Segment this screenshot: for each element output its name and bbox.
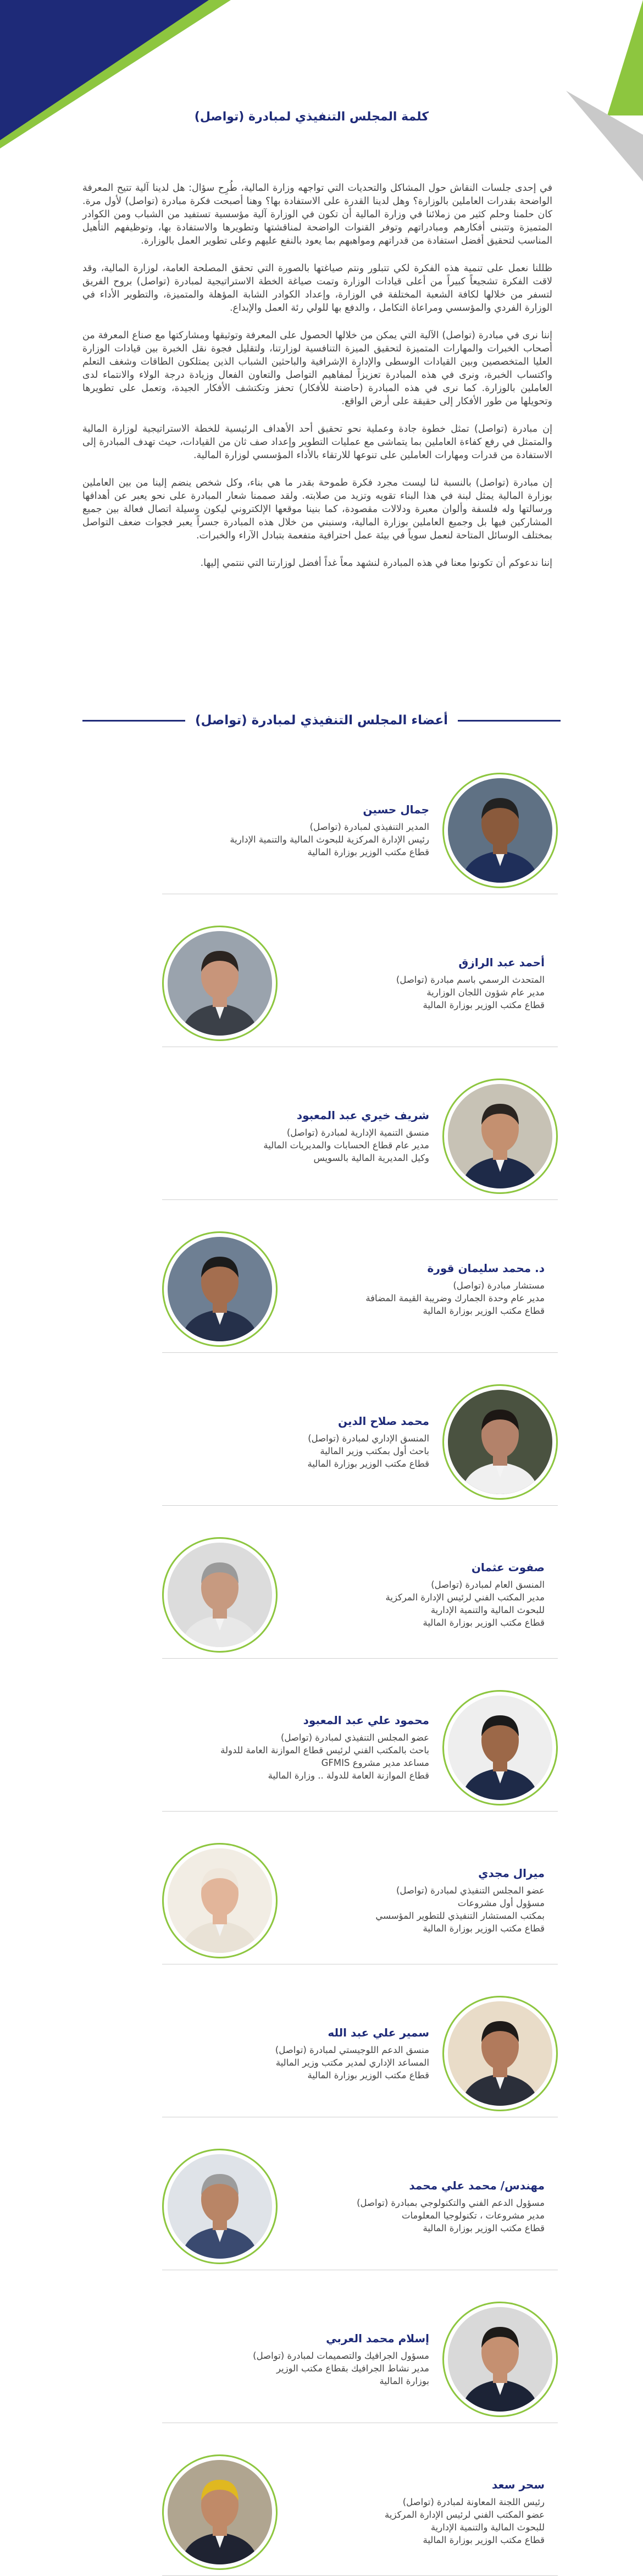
member-title-line: مسؤول الجرافيك والتصميمات لمبادرة (تواصل) (253, 2350, 429, 2361)
member-photo (442, 1996, 558, 2111)
member-title-line: قطاع مكتب الوزير بوزارة المالية (423, 1305, 545, 1316)
heading-divider (82, 720, 185, 722)
intro-paragraph: في إحدى جلسات النقاش حول المشاكل والتحديات التي تواجهه وزارة المالية، طُرِح سؤال: هل لدينا آلية تتيح المعرفة الواضحة بقدرات العاملين بالوزارة؟ وهل لدينا القدرة على الاستفادة بها؟ وهنا أصبحت فكرة مبادرة (تواصل) لأول مرة. كان حلمنا وحلم كثير من زملائنا في وزارة المالية أن تكون في الوزارة آلية مؤسسية تستفيد من الشباب ومن الكوادر المتميزة وتتبنى أفكارهم ومبادراتهم وتوفر القنوات الواضحة لمناقشتها وتطويرها والاستفادة بها، وتوظيفهم التأهيل المناسب لتحقيق أفضل استفادة من قدراتهم ومواهبهم بما يعود بالنفع عليهم وعلى تطوير العمل بالوزارة. (82, 183, 552, 246)
member-name: سمير علي عبد الله (328, 2025, 429, 2039)
members-heading (82, 709, 561, 731)
member-title-line: قطاع مكتب الوزير بوزارة المالية (423, 1617, 545, 1628)
member-name: إسلام محمد العربي (326, 2331, 429, 2345)
member-card (162, 2143, 558, 2270)
member-title-line: المنسق العام لمبادرة (تواصل) (431, 1579, 545, 1590)
member-title-line: عضو المجلس التنفيذي لمبادرة (تواصل) (280, 1732, 429, 1743)
member-card (162, 1837, 558, 1964)
intro-paragraph: إن مبادرة (تواصل) بالنسبة لنا ليست مجرد فكرة طموحة بقدر ما هي بناء، وكل شخص ينضم إلينا من بين العاملين بوزارة المالية يمثل لبنة في هذا البناء تقويه وتزيد من صلابته. ولقد صممنا شعار المبادرة على نحو يعبر عن أهدافها ورسالتها وله فلسفة وألوان معبرة ودلالات مقصودة، كما بنينا موقعها الإلكتروني ليكون وسيلة اتصال فعالة بين جميع المشاركين فيها بل وجميع العاملين بوزارة المالية، وسنبني من خلال هذه المبادرة جسراً يعبر فجوات ضعف التواصل بمختلف الوسائل المتاحة لنعمل سوياً في بيئة عمل احترافية متفعمة بتبادل الآراء والخبرات. (82, 477, 552, 541)
member-title-line: المساعد الإداري لمدير مكتب وزير المالية (275, 2057, 429, 2068)
member-card (162, 2449, 558, 2576)
member-title-line: عضو المكتب الفني لرئيس الإدارة المركزية (385, 2509, 545, 2520)
member-title-line: مدير عام قطاع الحسابات والمديريات المالية (263, 1140, 429, 1151)
avatar (168, 1543, 272, 1647)
member-card (162, 920, 558, 1047)
member-photo (442, 2302, 558, 2417)
member-name: صفوت عثمان (471, 1561, 545, 1574)
member-title-line: باحث بالمكتب الفني لرئيس قطاع الموازنة العامة للدولة (220, 1745, 429, 1755)
avatar (448, 1696, 552, 1800)
member-photo (162, 1537, 278, 1653)
member-info (278, 956, 558, 1011)
intro-paragraph: ظللنا نعمل على تنمية هذه الفكرة لكي تتبلور ونتم صياغتها بالصورة التي تحقق المصلحة العامة، لوزارة المالية، وقد لاقت الفكرة تشجيعاً كبيراً من أعلى قيادات الوزارة وتمت صياغة الخطة الاستراتيجية لمبادرة (تواصل) بروح الفريق لتسفر من خلالها لكافة الشعبة المختلفة في الوزارة، وإعداد الكوادر الشابة المؤهلة والمتميزة، والتطوير الأداء في الوزارة الفردي والمؤسسي ومراعاة التكامل ، والدفع بها للولي رئة العمل والإبداع. (82, 263, 552, 313)
member-title-line: المنسق الإداري لمبادرة (تواصل) (308, 1433, 429, 1444)
member-photo (442, 773, 558, 888)
avatar (168, 2460, 272, 2564)
member-photo (442, 1078, 558, 1194)
members-heading-title: أعضاء المجلس التنفيذي لمبادرة (تواصل) (195, 713, 448, 728)
member-name: ميرال مجدي (478, 1867, 545, 1880)
member-photo (442, 1384, 558, 1500)
member-card (162, 1532, 558, 1659)
member-card (162, 1226, 558, 1353)
member-info (278, 1867, 558, 1935)
top-left-decoration (0, 0, 231, 154)
member-title-line: رئيس اللجنة المعاونة لمبادرة (تواصل) (402, 2497, 545, 2507)
member-info (162, 1414, 442, 1470)
avatar (168, 1237, 272, 1341)
member-title-line: مساعد مدير مشروع GFMIS (321, 1758, 429, 1768)
member-card (162, 1379, 558, 1506)
intro-paragraph: إن مبادرة (تواصل) تمثل خطوة جادة وعملية نحو تحقيق أحد الأهداف الرئيسية للخطة الاستراتيجية لوزارة المالية والمتمثل في رفع كفاءة العاملين بما يتماشى مع عمليات التطوير وإعداد صف ثان من القيادات، حيث تهدف المبادرة إلى الاستفادة من قدرات ومهارات العاملين على تنوعها للارتقاء بالأداء المؤسسي لوزارة المالية. (82, 423, 552, 461)
member-title-line: مدير عام شؤون اللجان الوزارية (426, 987, 545, 998)
member-photo (162, 2149, 278, 2264)
member-title-line: مستشار مبادرة (تواصل) (453, 1280, 545, 1291)
member-title-line: للبحوث المالية والتنمية الإدارية (430, 2522, 545, 2533)
member-title-line: قطاع مكتب الوزير بوزارة المالية (307, 1458, 429, 1469)
member-title-line: رئيس الإدارة المركزية للبحوث المالية والتنمية الإدارية (230, 834, 429, 845)
member-title-line: مدير مشروعات ، تكنولوجيا المعلومات (402, 2210, 545, 2221)
member-title-line: باحث أول بمكتب وزير المالية (320, 1445, 429, 1456)
member-title-line: المتحدث الرسمي باسم مبادرة (تواصل) (396, 974, 545, 985)
member-photo (162, 2454, 278, 2570)
intro-text (82, 181, 552, 584)
avatar (448, 2307, 552, 2412)
avatar (448, 778, 552, 883)
member-title-line: بوزارة المالية (379, 2375, 429, 2386)
member-name: محمود علي عبد المعبود (303, 1714, 429, 1727)
member-title-line: عضو المجلس التنفيذي لمبادرة (تواصل) (396, 1885, 545, 1896)
member-card (162, 2296, 558, 2423)
intro-paragraph: إننا نرى في مبادرة (تواصل) الآلية التي يمكن من خلالها الحصول على المعرفة وتوثيقها ومشاركتها مع صناع المعرفة من أصحاب الخبرات والمهارات المتميزة لتحقيق الميزة التنافسية لوزارتنا، ولتقليل فجوة نقل الخبرة بين قيادات الوزارة العليا المتخصصين وبين القيادات الوسطى والإدارة الإشرافية والباحثين الشباب الذين يمتلكون الطاقات وشغف التعلم واكتساب الخبرة، ونرى في هذه المبادرة تعزيزاً لمفاهيم التواصل والتعاون الفعال وزيادة درجة الولاء والانتماء لدى العاملين بالوزارة. كما نرى في هذه المبادرة (حاضنة للأفكار) تحفز وتكتشف الأفكار الجيدة، وتعمل على تطويرها وتحويلها من طور الأفكار إلى حقيقة على أرض الواقع. (82, 330, 552, 407)
avatar (448, 1084, 552, 1188)
avatar (168, 2154, 272, 2259)
heading-divider (458, 720, 561, 722)
avatar (448, 1390, 552, 1494)
member-title-line: قطاع مكتب الوزير بوزارة المالية (423, 2222, 545, 2233)
member-title-line: منسق التنمية الإدارية لمبادرة (تواصل) (286, 1127, 429, 1138)
member-info (162, 1109, 442, 1164)
member-info (278, 2478, 558, 2546)
member-title-line: مسؤول أول مشروعات (457, 1898, 545, 1908)
avatar (168, 931, 272, 1036)
member-title-line: قطاع مكتب الوزير بوزارة المالية (307, 2069, 429, 2080)
top-right-decoration (566, 0, 643, 181)
member-title-line: وكيل المديرية المالية بالسويس (313, 1152, 429, 1163)
member-title-line: مدير نشاط الجرافيك بقطاع مكتب الوزير (276, 2363, 429, 2374)
member-photo (162, 926, 278, 1041)
member-title-line: مدير المكتب الفني لرئيس الإدارة المركزية (385, 1592, 545, 1603)
intro-paragraph: إننا ندعوكم أن تكونوا معنا في هذه المبادرة لنشهد معاً غداً أفضل لوزارتنا التي ننتمي إليها. (200, 558, 552, 569)
member-title-line: مسؤول الدعم الفني والتكنولوجي بمبادرة (تواصل) (357, 2197, 545, 2208)
member-name: سحر سعد (492, 2478, 545, 2491)
member-title-line: بمكتب المستشار التنفيذي للتطوير المؤسسي (375, 1911, 545, 1921)
member-info (162, 2332, 442, 2387)
member-name: د. محمد سليمان قورة (427, 1261, 545, 1275)
member-card (162, 1073, 558, 1200)
member-card (162, 767, 558, 894)
member-title-line: قطاع مكتب الوزير بوزارة المالية (307, 846, 429, 857)
member-title-line: قطاع مكتب الوزير بوزارة المالية (423, 1923, 545, 1934)
member-info (278, 2179, 558, 2234)
member-card (162, 1685, 558, 1812)
member-title-line: المدير التنفيذي لمبادرة (تواصل) (309, 821, 429, 832)
member-title-line: مدير عام وحدة الجمارك وضريبة القيمة المضافة (365, 1292, 545, 1303)
member-title-line: قطاع الموازنة العامة للدولة .. وزارة المالية (268, 1770, 429, 1781)
member-info (162, 1714, 442, 1782)
member-name: مهندس/ محمد علي محمد (409, 2178, 545, 2192)
member-title-line: قطاع مكتب الوزير بوزارة المالية (423, 999, 545, 1010)
member-card (162, 1990, 558, 2117)
member-name: أحمد عبد الرازق (458, 955, 545, 969)
member-title-line: للبحوث المالية والتنمية الإدارية (430, 1605, 545, 1615)
member-photo (162, 1843, 278, 1958)
avatar (448, 2001, 552, 2106)
avatar (168, 1848, 272, 1953)
member-title-line: قطاع مكتب الوزير بوزارة المالية (423, 2535, 545, 2545)
member-name: شريف خيري عبد المعبود (296, 1108, 429, 1122)
member-info (278, 1561, 558, 1629)
member-title-line: منسق الدعم اللوجيستي لمبادرة (تواصل) (275, 2044, 429, 2055)
member-info (162, 2026, 442, 2082)
member-photo (162, 1231, 278, 1347)
member-name: جمال حسين (363, 802, 429, 816)
member-name: محمد صلاح الدين (337, 1414, 429, 1428)
page-title: كلمة المجلس التنفيذي لمبادرة (تواصل) (194, 110, 429, 124)
member-info (278, 1262, 558, 1317)
member-photo (442, 1690, 558, 1806)
member-info (162, 803, 442, 858)
